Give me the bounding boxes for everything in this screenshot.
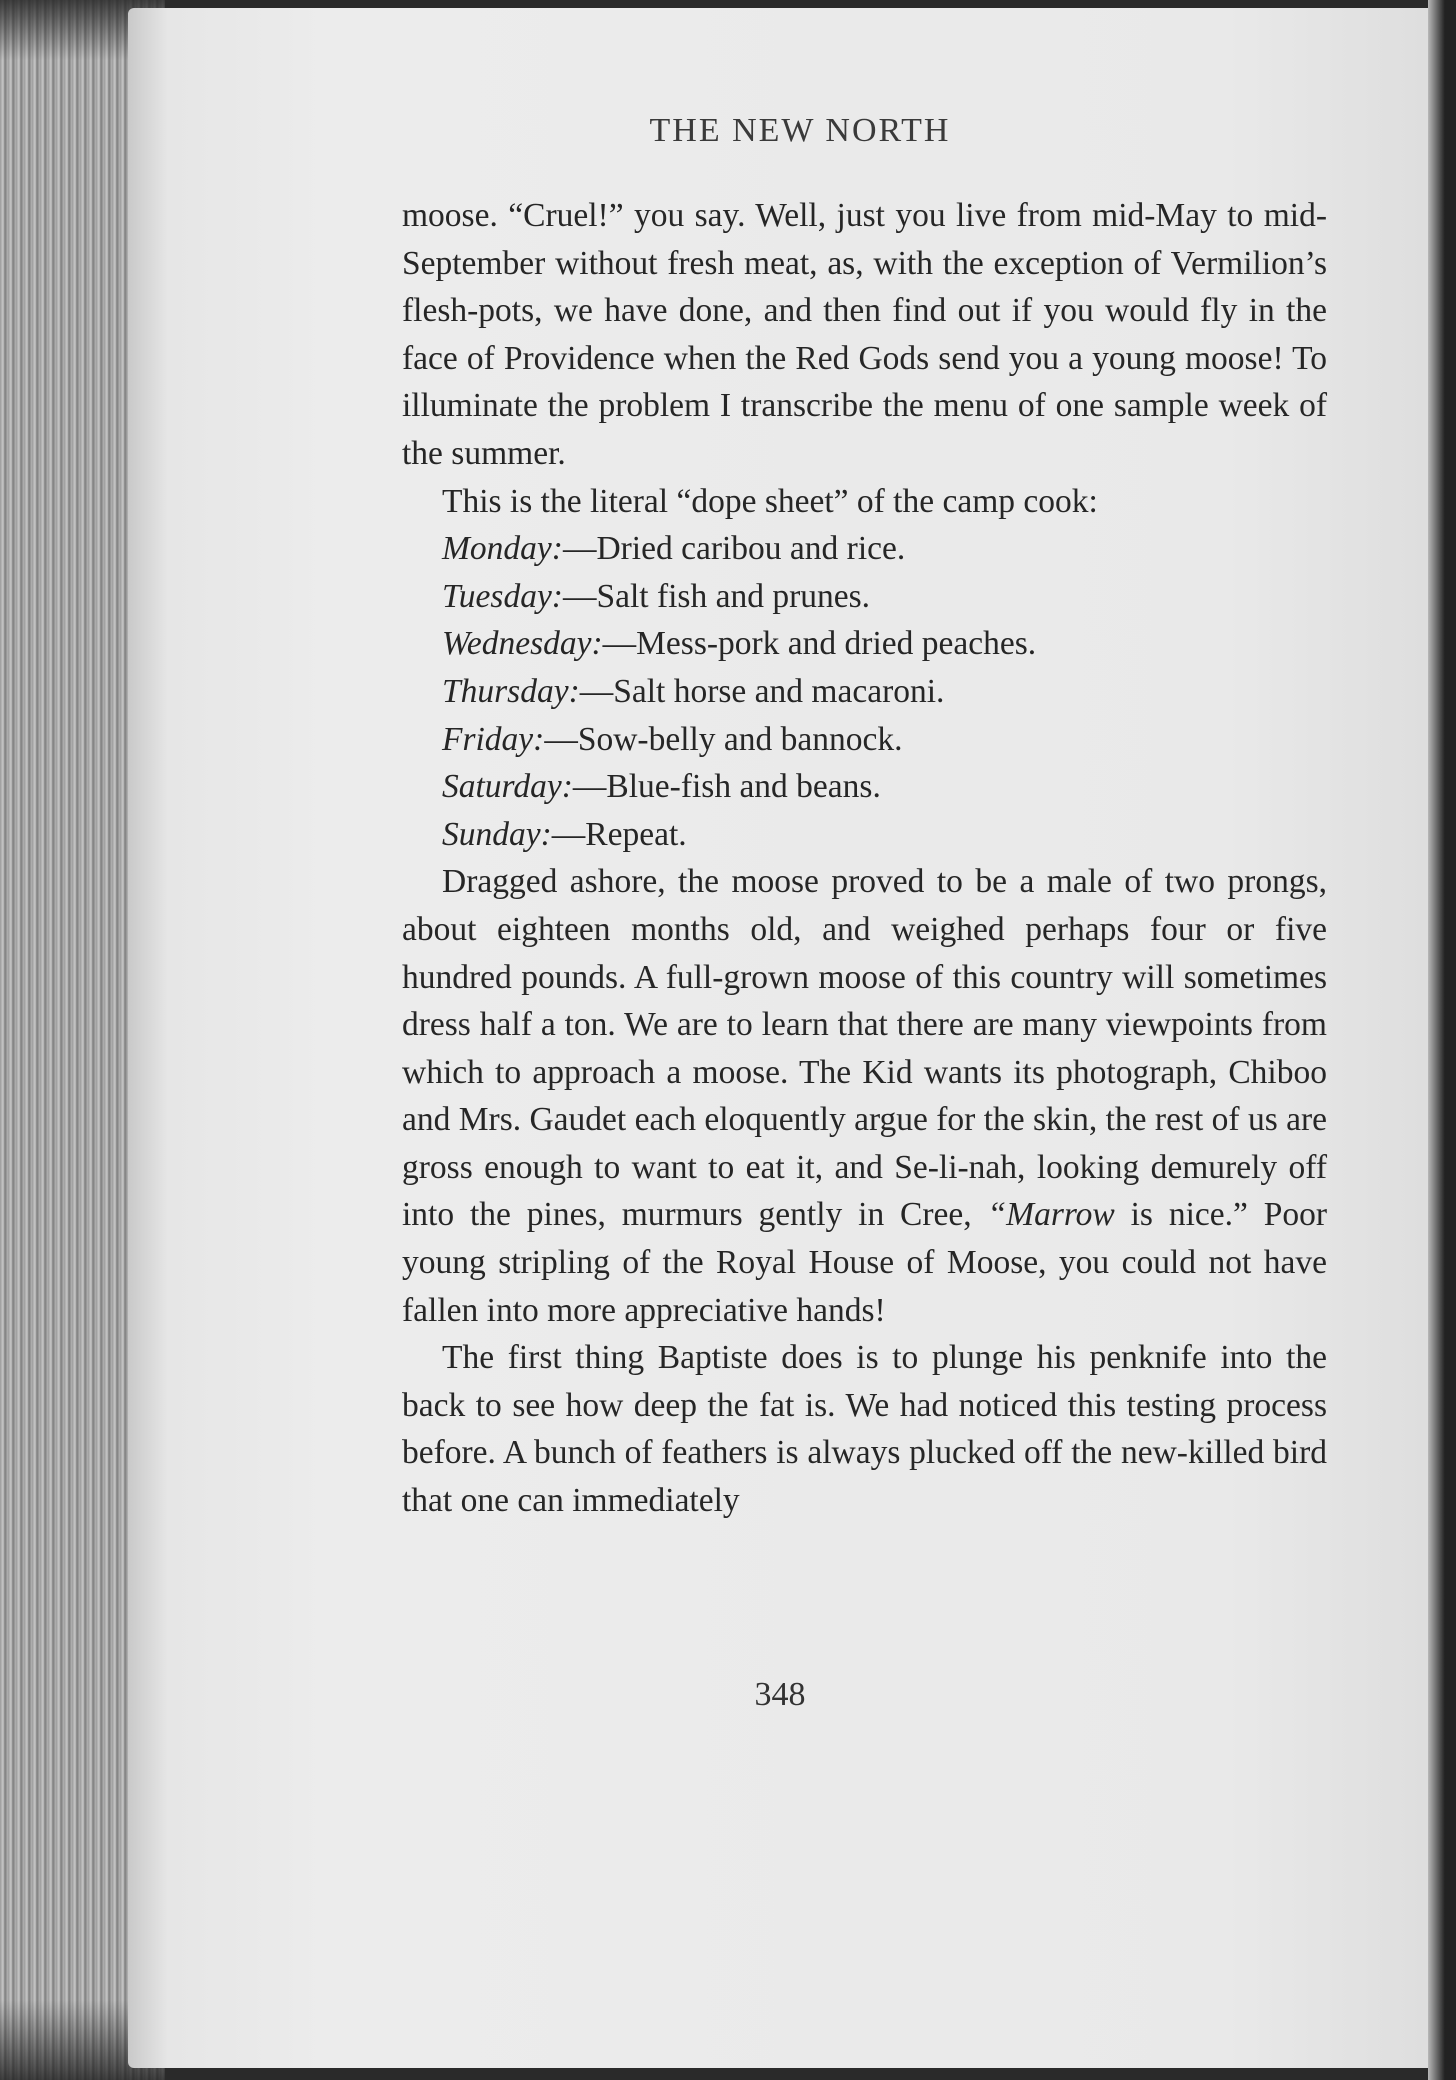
menu-dish: —Sow-belly and bannock. — [544, 720, 903, 758]
menu-item — [402, 525, 1327, 573]
paragraph-3 — [402, 858, 1327, 1334]
paragraph-2: This is the literal “dope sheet” of the camp cook: — [442, 482, 1098, 520]
menu-dish: —Mess-pork and dried peaches. — [602, 625, 1037, 663]
menu-item — [402, 716, 1327, 764]
menu-dish: —Salt fish and prunes. — [562, 577, 871, 615]
menu-day: Tuesday: — [442, 577, 563, 615]
page-body — [402, 192, 1327, 1525]
menu-day: Sunday: — [442, 815, 552, 853]
running-header: THE NEW NORTH — [649, 112, 951, 149]
menu-item — [402, 620, 1327, 668]
paragraph-1: moose. “Cruel!” you say. Well, just you live from mid-May to mid-September without fresh meat, as, with the exception of Vermilion’s flesh-pots, we have done, and then find out if you would fly in the face of Providence when the Red Gods send you a young moose! To illuminate the problem I transcribe the menu of one sample week of the summer. — [402, 197, 1327, 472]
menu-day: Wednesday: — [442, 625, 603, 663]
paragraph-3-text-a: Dragged ashore, the moose proved to be a male of two prongs, about eighteen months old, and weighed perhaps four or five hundred pounds. A full-grown moose of this country will sometimes dress half a ton. We are to learn that there are many viewpoints from which to approach a moose. The Kid wants its photograph, Chiboo and Mrs. Gaudet each eloquently argue for the skin, the rest of us are gross enough to want to eat it, and Se-li-nah, looking demurely off into the pines, murmurs gently in Cree, — [402, 863, 1327, 1234]
paragraph-3-text-b: is nice.” Poor young stripling of the Royal House of Moose, you could not have fallen into more appreciative hands! — [402, 1196, 1328, 1329]
menu-day: Friday: — [442, 720, 545, 758]
menu-day: Thursday: — [442, 672, 580, 710]
menu-dish: —Salt horse and macaroni. — [579, 672, 945, 710]
menu-item — [402, 573, 1327, 621]
page-number: 348 — [754, 1676, 806, 1713]
menu-day: Monday: — [442, 530, 563, 568]
book-right-edge — [1428, 0, 1456, 2080]
menu-dish: —Blue-fish and beans. — [572, 768, 881, 806]
menu-item — [402, 811, 1327, 859]
menu-dish: —Dried caribou and rice. — [562, 530, 906, 568]
menu-item — [402, 763, 1327, 811]
menu-day: Saturday: — [442, 768, 573, 806]
paragraph-3-italic: “Marrow — [987, 1196, 1115, 1234]
menu-dish: —Repeat. — [551, 815, 687, 853]
menu-item — [402, 668, 1327, 716]
paragraph-4: The first thing Baptiste does is to plunge his penknife into the back to see how deep the fat is. We had noticed this testing process before. A bunch of feathers is always plucked off the new-killed bird that one can immediately — [402, 1339, 1327, 1520]
